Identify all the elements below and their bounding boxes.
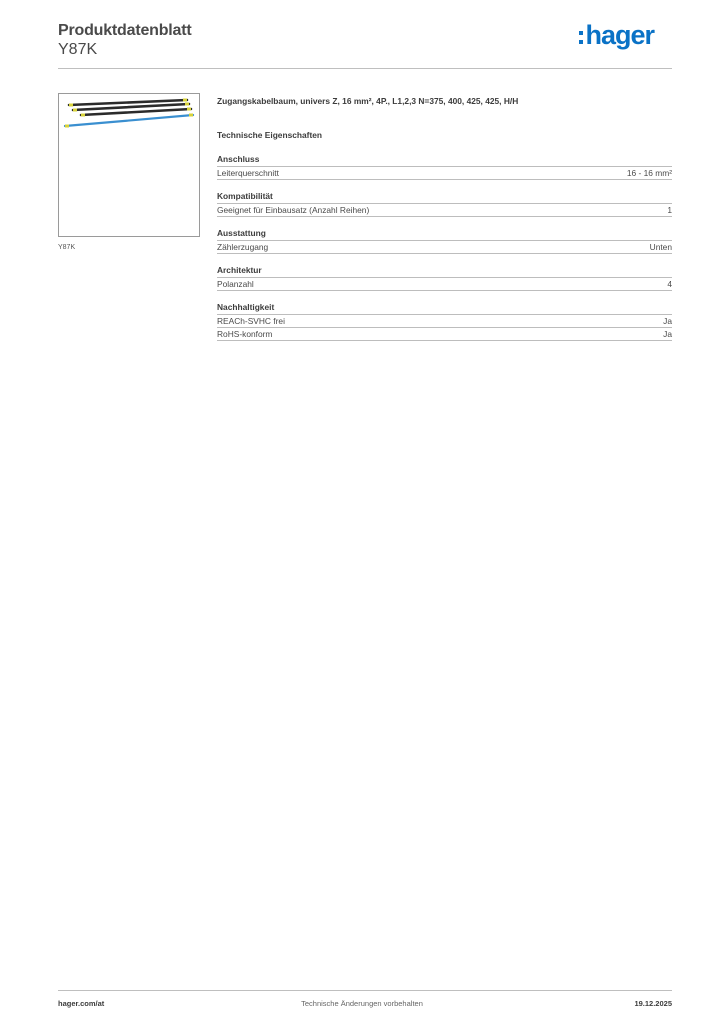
- property-value: 16 - 16 mm²: [626, 168, 672, 178]
- property-label: Zählerzugang: [217, 242, 269, 252]
- group-title: Nachhaltigkeit: [217, 302, 672, 315]
- cable-ferrule: [189, 114, 193, 117]
- property-row: [217, 328, 672, 341]
- cable-ferrule: [73, 109, 77, 112]
- property-row: [217, 241, 672, 254]
- product-details: [217, 96, 672, 341]
- section-heading: Technische Eigenschaften: [217, 130, 323, 140]
- group-title: Anschluss: [217, 154, 672, 167]
- cable-ferrule: [81, 114, 85, 117]
- group-anschluss: [217, 154, 672, 180]
- property-label: REACh-SVHC frei: [217, 316, 285, 326]
- property-value: Ja: [663, 329, 672, 339]
- cable-ferrule: [65, 125, 69, 128]
- property-row: [217, 167, 672, 180]
- property-row: [217, 204, 672, 217]
- group-architektur: [217, 265, 672, 291]
- property-row: [217, 315, 672, 328]
- group-title: Kompatibilität: [217, 191, 672, 204]
- group-title: Architektur: [217, 265, 672, 278]
- cable-ferrule: [187, 108, 191, 111]
- product-image: [58, 93, 200, 237]
- property-value: Unten: [649, 242, 672, 252]
- cable-ferrule: [185, 103, 189, 106]
- group-kompatibilitaet: [217, 191, 672, 217]
- property-row: [217, 278, 672, 291]
- page-header: [58, 20, 672, 68]
- footer-website-link[interactable]: hager.com/at: [58, 999, 105, 1008]
- group-nachhaltigkeit: [217, 302, 672, 341]
- property-label: Polanzahl: [217, 279, 254, 289]
- header-divider: [58, 68, 672, 69]
- product-title: Zugangskabelbaum, univers Z, 16 mm², 4P., L1,2,3 N=375, 400, 425, 425, H/H: [217, 96, 519, 106]
- logo-wordmark: hager: [585, 19, 654, 50]
- group-ausstattung: [217, 228, 672, 254]
- property-value: 4: [667, 279, 672, 289]
- property-label: RoHS-konform: [217, 329, 273, 339]
- cable-ferrule: [69, 104, 73, 107]
- property-value: Ja: [663, 316, 672, 326]
- footer-date: 19.12.2025: [634, 999, 672, 1008]
- document-title: Produktdatenblatt: [58, 22, 192, 39]
- cable-harness-icon: [59, 94, 199, 236]
- cable-ferrule: [183, 99, 187, 102]
- property-label: Leiterquerschnitt: [217, 168, 279, 178]
- footer-disclaimer: Technische Änderungen vorbehalten: [301, 999, 423, 1008]
- logo-colon-icon: [579, 31, 583, 44]
- cable-4: [65, 115, 193, 126]
- property-label: Geeignet für Einbausatz (Anzahl Reihen): [217, 205, 370, 215]
- hager-logo: [579, 20, 654, 50]
- product-code: Y87K: [58, 41, 98, 58]
- property-value: 1: [667, 205, 672, 215]
- group-title: Ausstattung: [217, 228, 672, 241]
- product-image-caption: Y87K: [58, 244, 76, 251]
- footer-divider: [58, 990, 672, 991]
